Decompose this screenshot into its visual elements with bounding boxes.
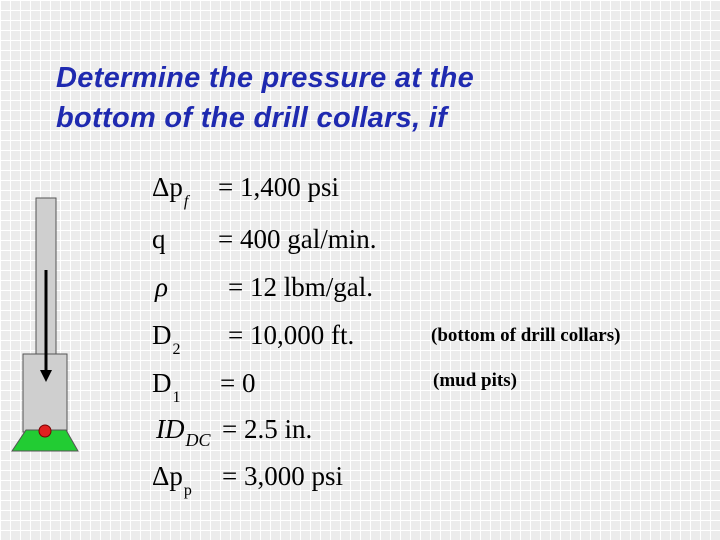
subscript-1: 1 (172, 389, 181, 406)
subscript-p: p (183, 482, 192, 499)
note-mud-pits: (mud pits) (433, 370, 517, 391)
symbol-delta-p: Δp (152, 461, 183, 491)
slide-title (56, 58, 696, 138)
value-mud-density: = 12 lbm/gal. (228, 272, 373, 302)
note-bottom-of-drill-collars: (bottom of drill collars) (431, 325, 621, 346)
symbol-id: ID (156, 414, 185, 444)
wellbore-illustration (0, 0, 90, 470)
value-friction-pressure: = 1,400 psi (218, 172, 339, 202)
drill-bit-marker (39, 425, 51, 437)
subscript-f: f (183, 193, 189, 210)
subscript-dc: DC (185, 430, 211, 450)
title-line-1: Determine the pressure at the (56, 62, 475, 94)
symbol-q: q (152, 224, 166, 254)
title-line-2: bottom of the drill collars, if (56, 102, 448, 134)
symbol-d: D (152, 368, 172, 398)
symbol-d: D (152, 320, 172, 350)
symbol-delta-p: Δp (152, 172, 183, 202)
value-depth-d2: = 10,000 ft. (228, 320, 355, 350)
value-pump-pressure: = 3,000 psi (222, 461, 343, 491)
value-collar-inner-diameter: = 2.5 in. (222, 414, 313, 444)
value-depth-d1: = 0 (220, 368, 256, 398)
value-flow-rate: = 400 gal/min. (218, 224, 377, 254)
symbol-rho: ρ (155, 272, 168, 302)
subscript-2: 2 (172, 341, 181, 358)
